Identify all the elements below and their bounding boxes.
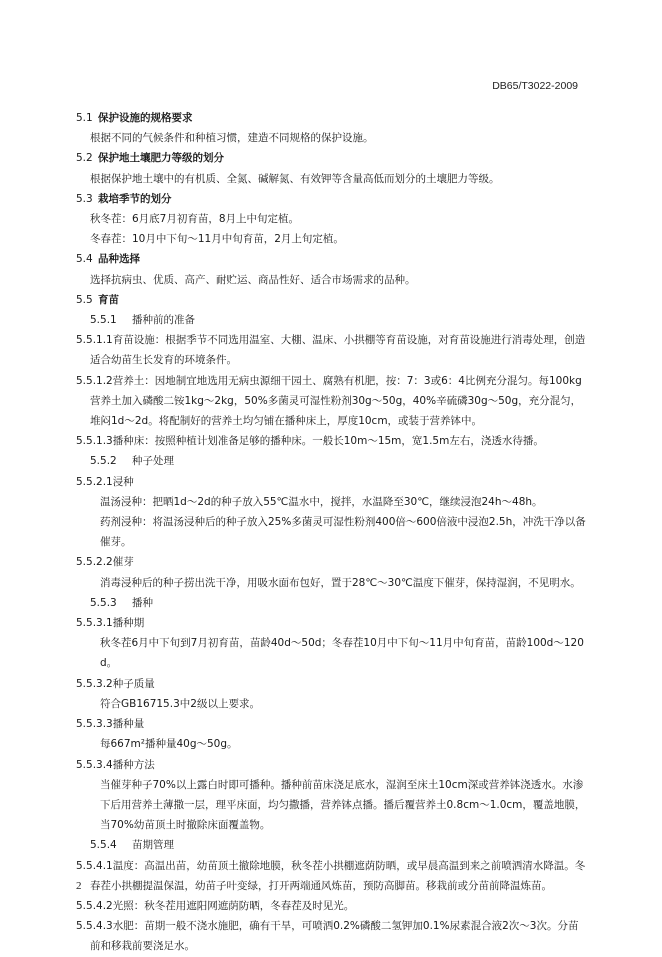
section-number: 5.5.3	[90, 596, 117, 609]
section-number: 5.4	[76, 253, 93, 266]
paragraph: 5.5.2.1浸种	[76, 475, 134, 488]
paragraph: 选择抗病虫、优质、高产、耐贮运、商品性好、适合市场需求的品种。	[90, 273, 416, 286]
section-number: 5.1	[76, 112, 93, 124]
section-number: 5.5.4	[90, 839, 117, 852]
paragraph: 符合GB16715.3中2级以上要求。	[100, 697, 260, 710]
document-code: DB65/T3022-2009	[492, 80, 578, 92]
section-title: 苗期管理	[132, 839, 174, 852]
section-title: 种子处理	[132, 455, 174, 468]
document-body	[76, 108, 586, 957]
paragraph: 5.5.3.3播种量	[76, 718, 145, 731]
paragraph: 5.5.4.3水肥：苗期一般不浇水施肥，确有干旱，可喷洒0.2%磷酸二氢钾加0.1%尿素混合液2次～3次。分苗前和移栽前要浇足水。	[76, 920, 579, 953]
section-heading	[76, 249, 586, 269]
subsection-heading	[76, 835, 586, 855]
section-number: 5.2	[76, 152, 93, 165]
section-number: 5.5	[76, 293, 93, 306]
section-heading	[76, 108, 586, 128]
section-title: 品种选择	[98, 253, 140, 266]
paragraph: 5.5.1.2营养土：因地制宜地选用无病虫源细干园土、腐熟有机肥，按：7：3或6：4比例充分混匀。每100kg营养土加入磷酸二铵1kg～2kg，50%多菌灵可湿性粉剂30g～50g，40%辛硫磷30g～50g，充分混匀，堆闷1d～2d。将配制好的营养土均匀铺在播种床上，厚度10cm，或装于营养钵中。	[76, 374, 582, 428]
subsection-heading	[76, 451, 586, 471]
paragraph: 根据不同的气候条件和种植习惯，建造不同规格的保护设施。	[90, 132, 374, 145]
section-title: 播种	[132, 596, 153, 609]
subsection-heading	[76, 593, 586, 613]
paragraph: 5.5.3.4播种方法	[76, 758, 155, 771]
section-heading	[76, 148, 586, 168]
section-heading	[76, 290, 586, 310]
paragraph: 当催芽种子70%以上露白时即可播种。播种前苗床浇足底水，湿润至床土10cm深或营养钵浇透水。水渗下后用营养土薄撒一层，理平床面，均匀撒播，营养钵点播。播后覆营养土0.8cm～1.0cm，覆盖地膜，当70%幼苗顶土时撤除床面覆盖物。	[100, 778, 586, 832]
page-number: 2	[76, 880, 82, 892]
paragraph: 5.5.3.1播种期	[76, 617, 145, 630]
paragraph: 温汤浸种：把晒1d～2d的种子放入55℃温水中，搅拌，水温降至30℃，继续浸泡24h～48h。	[100, 495, 543, 508]
section-heading	[76, 189, 586, 209]
paragraph: 消毒浸种后的种子捞出洗干净，用吸水面布包好，置于28℃～30℃温度下催芽，保持湿润，不见明水。	[100, 576, 581, 589]
subsection-heading	[76, 310, 586, 330]
paragraph: 药剂浸种：将温汤浸种后的种子放入25%多菌灵可湿性粉剂400倍～600倍液中浸泡2.5h，冲洗干净以备催芽。	[100, 516, 586, 549]
paragraph: 秋冬茬：6月底7月初育苗，8月上中旬定植。	[90, 213, 300, 226]
section-number: 5.5.2	[90, 455, 117, 468]
section-title: 保护地土壤肥力等级的划分	[98, 152, 224, 165]
section-title: 育苗	[98, 293, 119, 306]
paragraph: 5.5.1.3播种床：按照种植计划准备足够的播种床。一般长10m～15m，宽1.5m左右，浇透水待播。	[76, 435, 544, 448]
paragraph: 冬春茬：10月中下旬～11月中旬育苗，2月上旬定植。	[90, 233, 344, 246]
paragraph: 5.5.3.2种子质量	[76, 677, 155, 690]
paragraph: 根据保护地土壤中的有机质、全氮、碱解氮、有效钾等含量高低而划分的土壤肥力等级。	[90, 172, 500, 185]
paragraph: 秋冬茬6月中下旬到7月初育苗，苗龄40d～50d；冬春茬10月中下旬～11月中旬育苗，苗龄100d～120d。	[100, 637, 584, 670]
paragraph: 5.5.4.1温度：高温出苗，幼苗顶土撤除地膜，秋冬茬小拱棚遮荫防晒，或早晨高温到来之前喷洒清水降温。冬春茬小拱棚提温保温，幼苗子叶变绿，打开两端通风炼苗，预防高脚苗。移栽前或分苗前降温炼苗。	[76, 859, 586, 892]
section-number: 5.3	[76, 192, 93, 205]
section-title: 栽培季节的划分	[98, 192, 172, 205]
paragraph: 5.5.1.1育苗设施：根据季节不同选用温室、大棚、温床、小拱棚等育苗设施，对育苗设施进行消毒处理，创造适合幼苗生长发育的环境条件。	[76, 334, 586, 367]
section-title: 播种前的准备	[132, 314, 195, 327]
section-number: 5.5.1	[90, 314, 117, 327]
section-title: 保护设施的规格要求	[98, 112, 193, 124]
paragraph: 5.5.4.2光照：秋冬茬用遮阳网遮荫防晒，冬春茬及时见光。	[76, 899, 355, 912]
paragraph: 5.5.2.2催芽	[76, 556, 134, 569]
paragraph: 每667m²播种量40g～50g。	[100, 738, 238, 751]
